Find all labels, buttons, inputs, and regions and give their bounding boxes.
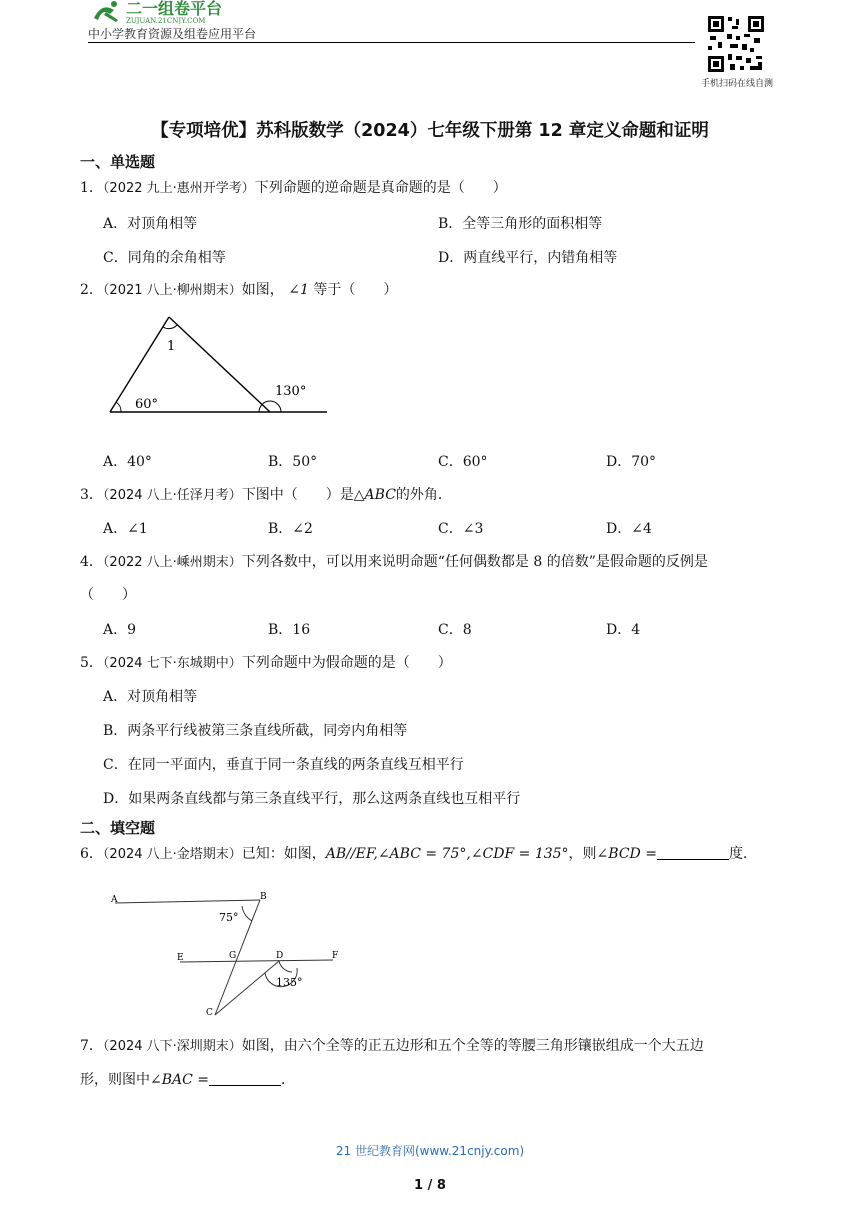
question-text-end: ．: [281, 1072, 296, 1088]
question-source: （2024 八上·任泽月考）: [102, 488, 242, 503]
q2-option-c[interactable]: C．60°: [438, 454, 488, 470]
point-label-g: G: [229, 951, 237, 961]
section-heading-fill-blank: 二、填空题: [80, 819, 156, 837]
answer-blank[interactable]: [209, 1071, 281, 1086]
angle-symbol: ∠BAC =: [150, 1072, 210, 1088]
point-label-b: B: [260, 892, 267, 902]
q4-option-a[interactable]: A．9: [103, 622, 137, 638]
question-text-end: 的外角．: [395, 487, 452, 503]
angle-label-130: 130°: [275, 384, 307, 399]
logo-text: 二一组卷平台: [126, 0, 223, 18]
q1-option-c[interactable]: C．同角的余角相等: [103, 250, 226, 266]
q3-option-d[interactable]: D．∠4: [606, 521, 652, 537]
q2-option-d[interactable]: D．70°: [606, 454, 657, 470]
angle-symbol: ∠1: [288, 282, 309, 298]
question-1: [80, 177, 507, 200]
angle-symbol: ∠BCD =: [596, 846, 657, 862]
question-3: [80, 484, 452, 507]
question-text-end: 等于（ ）: [308, 282, 398, 298]
angle-label-135: 135°: [276, 976, 303, 989]
question-number: 6．: [80, 846, 103, 862]
question-number: 1．: [80, 180, 103, 196]
header-subtitle: 中小学教育资源及组卷应用平台: [88, 27, 257, 41]
qr-caption: 手机扫码在线自测: [700, 79, 773, 89]
question-source: （2024 八上·金塔期末）: [102, 847, 242, 862]
q5-option-a[interactable]: A．对顶角相等: [103, 689, 198, 705]
q5-option-b[interactable]: B．两条平行线被第三条直线所截，同旁内角相等: [103, 723, 408, 739]
question-5: [80, 652, 452, 675]
logo-url-text: ZUJUAN.21CNJY.COM: [126, 17, 206, 24]
question-source: （2022 八上·嵊州期末）: [102, 555, 242, 570]
question-text: 如图，由六个全等的正五边形和五个全等的等腰三角形镶嵌组成一个大五边: [241, 1038, 704, 1054]
question-source: （2022 九上·惠州开学考）: [102, 181, 255, 196]
answer-blank[interactable]: [657, 845, 729, 860]
question-4-line2: （ ）: [80, 587, 136, 603]
question-text: 下图中（ ）是: [241, 487, 354, 503]
angle-label-1: 1: [167, 339, 176, 354]
point-label-a: A: [111, 895, 118, 905]
question-text: 形，则图中: [80, 1072, 150, 1088]
qr-code-icon[interactable]: [706, 14, 766, 74]
question-number: 7．: [80, 1038, 103, 1054]
question-number: 3．: [80, 487, 103, 503]
point-label-d: D: [276, 951, 284, 961]
question-source: （2021 八上·柳州期末）: [102, 283, 242, 298]
q1-option-d[interactable]: D．两直线平行，内错角相等: [438, 250, 618, 266]
question-source: （2024 七下·东城期中）: [102, 656, 242, 671]
question-text: 已知：如图，: [241, 846, 326, 862]
q5-option-c[interactable]: C．在同一平面内，垂直于同一条直线的两条直线互相平行: [103, 757, 464, 773]
question-text: 下列命题中为假命题的是（ ）: [241, 655, 452, 671]
question-source: （2024 八下·深圳期末）: [102, 1039, 242, 1054]
question-7-line2: [80, 1069, 295, 1091]
q1-option-a[interactable]: A．对顶角相等: [103, 216, 198, 232]
point-label-e: E: [177, 953, 184, 963]
question-text-mid: ，则: [568, 846, 597, 862]
q3-option-c[interactable]: C．∠3: [438, 521, 484, 537]
q5-option-d[interactable]: D．如果两条直线都与第三条直线平行，那么这两条直线也互相平行: [103, 791, 521, 807]
question-2: [80, 279, 397, 302]
site-logo: [88, 0, 273, 24]
header-divider: [88, 42, 695, 43]
question-text: 下列各数中，可以用来说明命题“任何偶数都是 8 的倍数”是假命题的反例是: [241, 554, 708, 570]
triangle-symbol: △ABC: [353, 487, 396, 503]
section-heading-single-choice: 一、单选题: [80, 153, 156, 171]
page-number: 1 / 8: [414, 1178, 446, 1193]
question-number: 2．: [80, 282, 103, 298]
point-label-f: F: [332, 951, 339, 961]
q2-option-b[interactable]: B．50°: [268, 454, 318, 470]
footer-link[interactable]: 21 世纪教育网(www.21cnjy.com): [335, 1144, 525, 1158]
question-4: [80, 551, 708, 574]
point-label-c: C: [206, 1008, 213, 1018]
q6-parallel-lines-figure: [105, 888, 345, 1023]
angle-label-75: 75°: [219, 911, 239, 924]
question-7: [80, 1035, 704, 1058]
question-text: 下列命题的逆命题是真命题的是（ ）: [254, 180, 507, 196]
q2-option-a[interactable]: A．40°: [103, 454, 152, 470]
question-number: 4．: [80, 554, 103, 570]
question-text-end: 度．: [728, 846, 757, 862]
angle-label-60: 60°: [135, 397, 159, 412]
q3-option-a[interactable]: A．∠1: [103, 521, 148, 537]
math-expression: AB//EF,∠ABC = 75°,∠CDF = 135°: [325, 846, 569, 862]
q2-triangle-figure: [105, 310, 330, 420]
question-number: 5．: [80, 655, 103, 671]
q4-option-b[interactable]: B．16: [268, 622, 311, 638]
q4-option-c[interactable]: C．8: [438, 622, 472, 638]
page-title: 【专项培优】苏科版数学（2024）七年级下册第 12 章定义命题和证明: [151, 121, 709, 141]
q3-option-b[interactable]: B．∠2: [268, 521, 313, 537]
question-text: 如图，: [241, 282, 284, 298]
q4-option-d[interactable]: D．4: [606, 622, 641, 638]
question-6: [80, 843, 757, 866]
q1-option-b[interactable]: B．全等三角形的面积相等: [438, 216, 603, 232]
